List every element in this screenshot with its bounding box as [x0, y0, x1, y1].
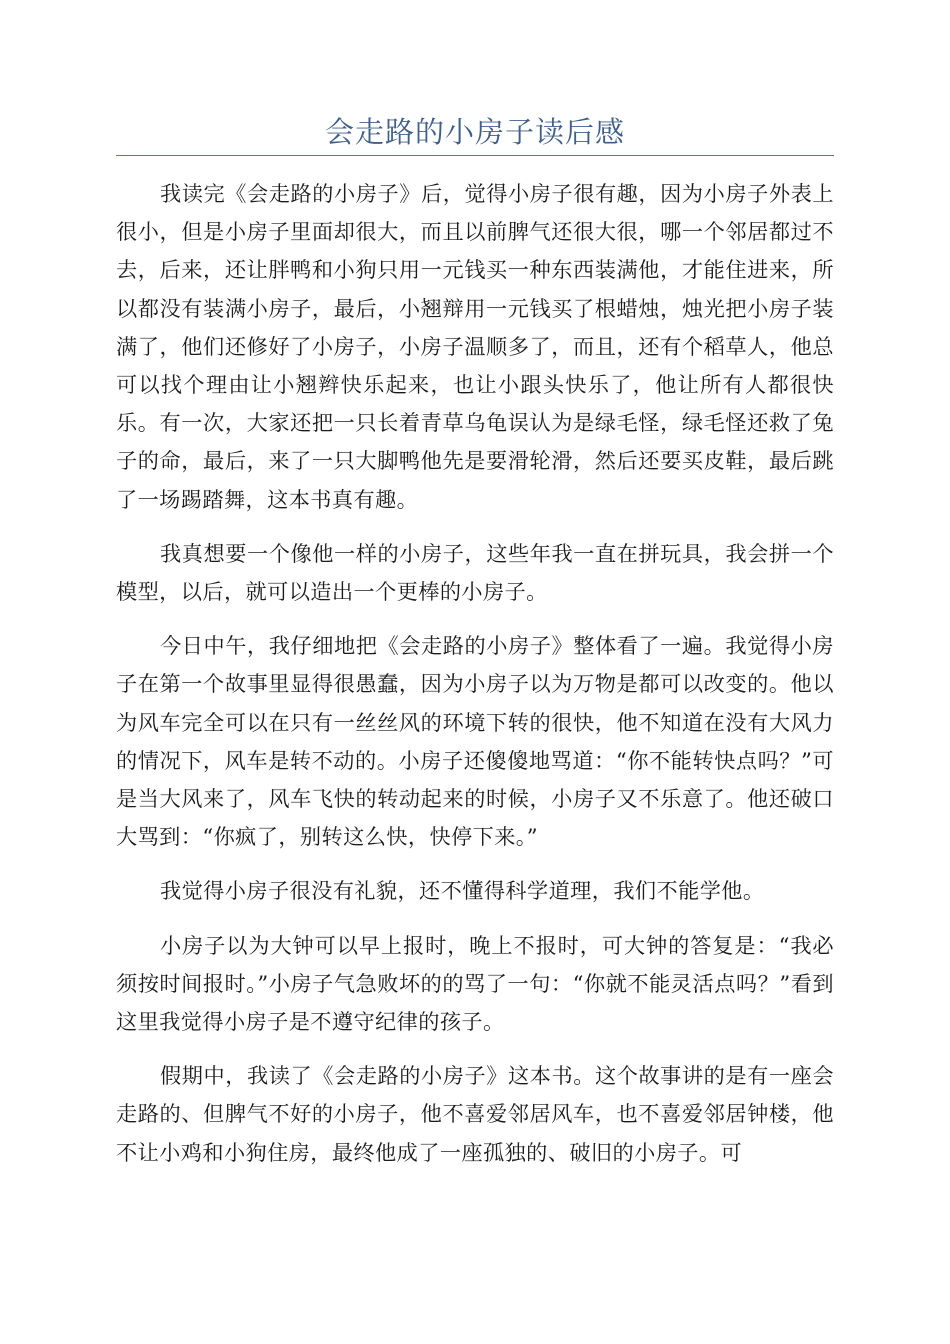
title-underline — [116, 155, 834, 156]
paragraph-4: 我觉得小房子很没有礼貌，还不懂得科学道理，我们不能学他。 — [160, 878, 765, 904]
paragraph-3: 今日中午，我仔细地把《会走路的小房子》整体看了一遍。我觉得小房子在第一个故事里显得很愚蠢，因为小房子以为万物是都可以改变的。他以为风车完全可以在只有一丝丝风的环境下转的很快，他不知道在没有大风力的情况下，风车是转不动的。小房子还傻傻地骂道：“你不能转快点吗？”可是当大风来了，风车飞快的转动起来的时候，小房子又不乐意了。他还破口大骂到：“你疯了，别转这么快，快停下来。” — [116, 633, 834, 850]
document-title: 会走路的小房子读后感 — [324, 115, 625, 149]
paragraph-5: 小房子以为大钟可以早上报时，晚上不报时，可大钟的答复是：“我必须按时间报时。”小房子气急败坏的的骂了一句：“你就不能灵活点吗？”看到这里我觉得小房子是不遵守纪律的孩子。 — [116, 932, 834, 1035]
paragraph-1: 我读完《会走路的小房子》后，觉得小房子很有趣，因为小房子外表上很小，但是小房子里面却很大，而且以前脾气还很大很，哪一个邻居都过不去，后来，还让胖鸭和小狗只用一元钱买一种东西装满他，才能住进来，所以都没有装满小房子，最后，小翘辩用一元钱买了根蜡烛，烛光把小房子装满了，他们还修好了小房子，小房子温顺多了，而且，还有个稻草人，他总可以找个理由让小翘辫快乐起来，也让小跟头快乐了，他让所有人都很快乐。有一次，大家还把一只长着青草乌龟误认为是绿毛怪，绿毛怪还救了兔子的命，最后，来了一只大脚鸭他先是要滑轮滑，然后还要买皮鞋，最后跳了一场踢踏舞，这本书真有趣。 — [116, 181, 834, 512]
document-body — [116, 175, 834, 1188]
paragraph-6: 假期中，我读了《会走路的小房子》这本书。这个故事讲的是有一座会走路的、但脾气不好的小房子，他不喜爱邻居风车，也不喜爱邻居钟楼，他不让小鸡和小狗住房，最终他成了一座孤独的、破旧的小房子。可 — [116, 1063, 834, 1165]
paragraph-2: 我真想要一个像他一样的小房子，这些年我一直在拼玩具，我会拼一个模型，以后，就可以造出一个更棒的小房子。 — [116, 540, 834, 605]
